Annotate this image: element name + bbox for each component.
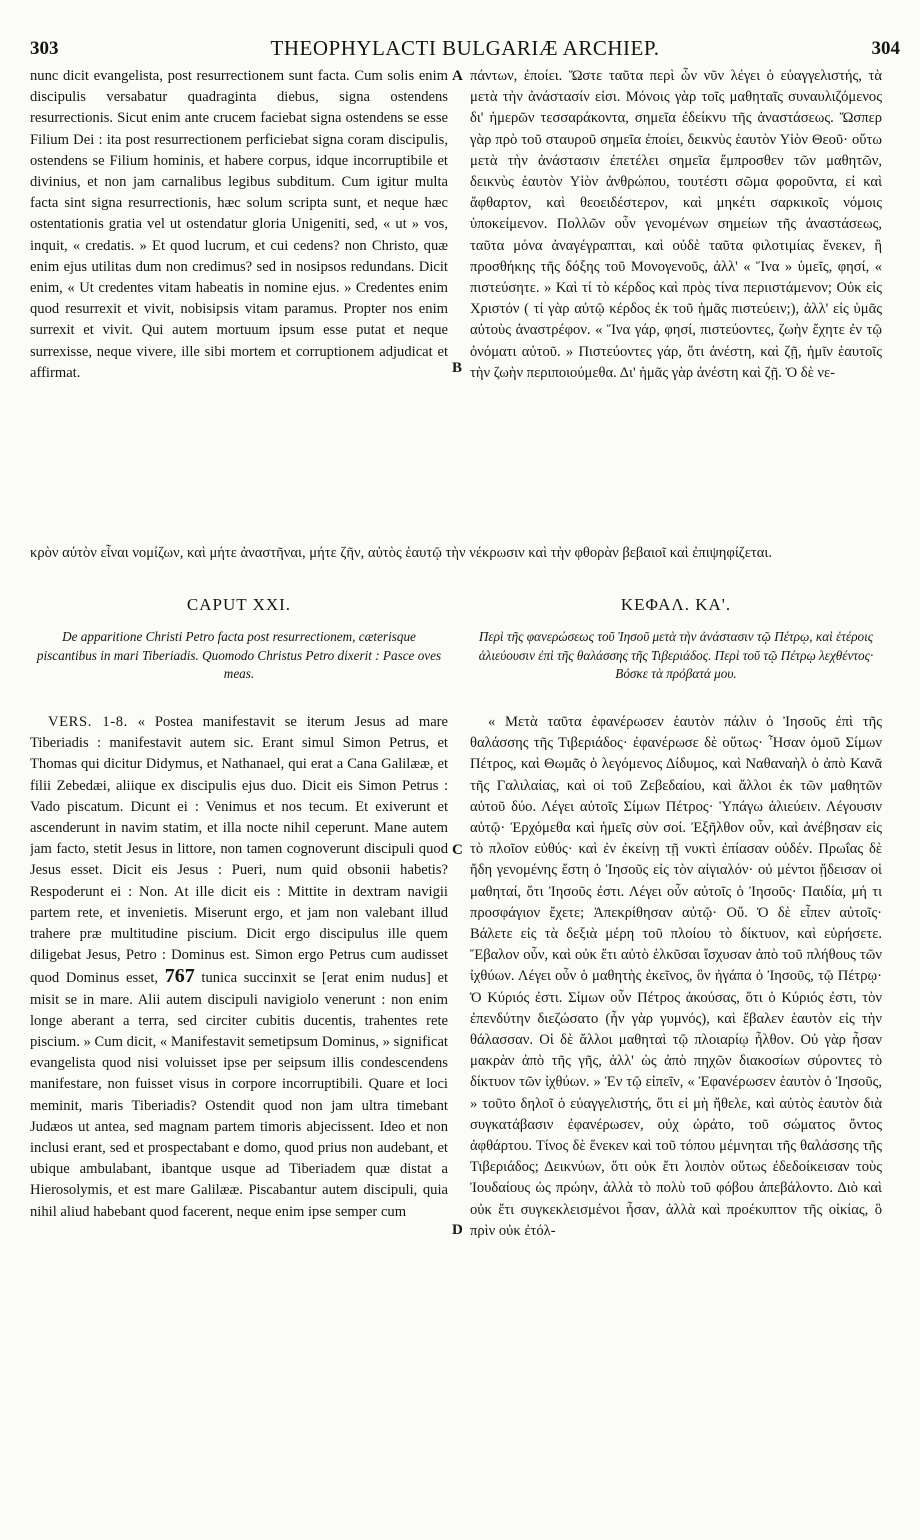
page-number-left: 303 (30, 38, 59, 59)
margin-letter-d: D (452, 1222, 463, 1238)
page-header (30, 32, 900, 60)
latin-top-text (30, 66, 448, 540)
page-number-right: 304 (871, 38, 900, 59)
verse-label: VERS. 1-8. (48, 714, 128, 730)
greek-top-paragraph: πάντων, ἐποίει. Ὥστε ταῦτα περὶ ὧν νῦν λέγει ὁ εὐαγγελιστής, τὰ μετὰ τὴν ἀνάστασίν εἰσι. Μόνοις γὰρ τοῖς μαθηταῖς συναυλιζόμενος δι' ἡμερῶν τεσσαράκοντα, σημεῖα ἐδείκνυ τῆς ἀναστάσεως. Ὥσπερ γὰρ πρὸ τοῦ σταυροῦ σημεῖα ἐποίει, δεικνὺς ἑαυτὸν Υἱὸν Θεοῦ· οὕτω μετὰ τὴν ἀνάστασιν ἐπετέλει σημεῖα ἔμπροσθεν τῶν μαθητῶν, δεικνὺς ἑαυτὸν Υἱὸν ἀνθρώπου, τουτέστι σῶμα φοροῦντα, εἰ καὶ ἄφθαρτον, καὶ θεοειδέστερον, καὶ μηκέτι σαρκικοῖς νόμοις ὑποκείμενον. Πολλῶν οὖν γενομένων σημείων τῆς ἀναστάσεως, ταῦτα μόνα ἀναγέγραπται, καὶ οὐδὲ ταῦτα φιλοτιμίας ἕνεκεν, ἢ προσθήκης τῆς δόξης τοῦ Μονογενοῦς, ἀλλ' « Ἵνα » ὑμεῖς, φησί, « πιστεύσητε. » Καὶ τί τὸ κέρδος καὶ πρὸς τίνα περιιστάμενον; Οὐκ εἰς Χριστόν ( τί γὰρ αὐτῷ κέρδος ἐκ τοῦ ἡμᾶς πιστεύειν;), ἀλλ' εἰς ὑμᾶς αὐτοὺς ἀναστρέφον. « Ἵνα γάρ, φησί, πιστεύοντες, ζωὴν ἔχητε ἐν τῷ ὀνόματι αὐτοῦ. » Πιστεύοντες γάρ, ὅτι ἀνέστη, καὶ ζῇ, ἡμῖν ἑαυτοῖς τὴν ζωὴν περιποιούμεθα. Δι' ἡμᾶς γὰρ ἀνέστη καὶ ζῇ. Ὁ δὲ νε- (470, 68, 882, 381)
column-number: 767 (164, 965, 195, 988)
greek-bridge-text: κρὸν αὐτὸν εἶναι νομίζων, καὶ μήτε ἀναστῆναι, μήτε ζῆν, αὐτὸς ἑαυτῷ τὴν νέκρωσιν καὶ τὴν φθορὰν βεβαιοῖ καὶ ἐπιψηφίζεται. (30, 545, 773, 561)
greek-body-text (470, 712, 882, 1517)
greek-chapter-summary: Περὶ τῆς φανερώσεως τοῦ Ἰησοῦ μετὰ τὴν ἀνάστασιν τῷ Πέτρῳ, καὶ ἑτέροις ἁλιεύουσιν ἐπὶ τῆς θαλάσσης τῆς Τιβεριάδος. Περὶ τοῦ τῷ Πέτρῳ λεχθέντος· Βόσκε τὰ πρόβατά μου. (478, 629, 874, 681)
latin-body-paragraph (30, 712, 448, 1223)
latin-body-after: tunica succinxit se [erat enim nudus] et misit se in mare. Alii autem discipuli navigiolo venerunt : non enim longe aberant a terra, sed circiter cubitis ducentis, trahentes rete piscium. » Cum dicit, « Manifestavit semetipsum Dominus, » significat evangelista quod nisi voluisset ipse per seipsum illis condescendens manifestare, non fuisset visus in corpore incorruptibili. Quare et loci meminit, maris Tiberiadis? Ostendit quod non jam ultra timebant Judæos ut antea, sed magnam partem timoris abjecissent. Ideo et non inclusi erant, sed et prospectabant e domo, quod prius non audebant, et ubique ambulabant, ibantque usque ad Tiberiadem quæ distat a Hierosolymis, et est mare Galilææ. Piscabantur autem discipuli, quia nihil aliud habebant quod facerent, neque enim ipse semper cum (30, 970, 448, 1220)
margin-letter-c: C (452, 842, 463, 858)
latin-body-before: « Postea manifestavit se iterum Jesus ad mare Tiberiadis : manifestavit autem sic. Erant simul Simon Petrus, et Thomas qui dicitur Didymus, et Nathanael, qui erat a Cana Galilææ, et filii Zebedæi, aliique ex discipulis ejus duo. Dicit eis Simon Petrus : Vado piscatum. Dicunt ei : Venimus et nos tecum. Et exiverunt et ascenderunt in navim statim, et illa nocte nihil ceperunt. Mane autem jam facto, stetit Jesus in littore, non tamen cognoverunt discipuli quod Jesus esset. Dicit eis Jesus : Pueri, num quid obsonii habetis? Respoderunt ei : Non. At ille dicit eis : Mittite in dextram navigii partem rete, et invenietis. Miserunt ergo, et jam non valebant illud trahere præ multitudine piscium. Dicit ergo discipulus ille quem diligebat Jesus, Petro : Dominus est. Simon ergo Petrus cum audisset quod Dominus esset, (30, 714, 448, 987)
running-title: THEOPHYLACTI BULGARIÆ ARCHIEP. (270, 36, 660, 60)
margin-letter-b: B (452, 360, 463, 376)
latin-chapter-summary: De apparitione Christi Petro facta post resurrectionem, cæterisque piscantibus in mari Tiberiadis. Quomodo Christus Petro dixerit : Pasce oves meas. (36, 629, 442, 681)
latin-body-text (30, 712, 448, 1517)
greek-chapter-title: ΚΕΦΑΛ. ΚΑ'. (620, 595, 732, 614)
greek-body-paragraph (470, 712, 882, 1242)
margin-letter-a: A (452, 68, 463, 84)
greek-top-text (470, 66, 882, 540)
greek-body: « Μετὰ ταῦτα ἐφανέρωσεν ἑαυτὸν πάλιν ὁ Ἰησοῦς ἐπὶ τῆς θαλάσσης τῆς Τιβεριάδος· ἐφανέρωσε δὲ οὕτως· Ἦσαν ὁμοῦ Σίμων Πέτρος, καὶ Θωμᾶς ὁ λεγόμενος Δίδυμος, καὶ Ναθαναὴλ ὁ ἀπὸ Κανᾶ τῆς Γαλιλαίας, καὶ οἱ τοῦ Ζεβεδαίου, καὶ ἄλλοι ἐκ τῶν μαθητῶν αὐτοῦ δύο. Λέγει αὐτοῖς Σίμων Πέτρος· Ὑπάγω ἁλιεύειν. Λέγουσιν αὐτῷ· Ἐρχόμεθα καὶ ἡμεῖς σὺν σοί. Ἐξῆλθον οὖν, καὶ ἀνέβησαν εἰς τὸ πλοῖον εὐθύς· καὶ ἐν ἐκείνῃ τῇ νυκτὶ ἐπίασαν οὐδέν. Πρωΐας δὲ ἤδη γενομένης ἔστη ὁ Ἰησοῦς εἰς τὸν αἰγιαλόν· οὐ μέντοι ᾔδεισαν οἱ μαθηταί, ὅτι Ἰησοῦς ἐστι. Λέγει οὖν αὐτοῖς ὁ Ἰησοῦς· Παιδία, μή τι προσφάγιον ἔχετε; Ἀπεκρίθησαν αὐτῷ· Οὔ. Ὁ δὲ εἶπεν αὐτοῖς· Βάλετε εἰς τὰ δεξιὰ μέρη τοῦ πλοίου τὸ δίκτυον, καὶ εὑρήσετε. Ἔβαλον οὖν, καὶ οὐκ ἔτι αὐτὸ ἑλκῦσαι ἴσχυσαν ἀπὸ τοῦ πλήθους τῶν ἰχθύων. Λέγει οὖν ὁ μαθητὴς ἐκεῖνος, ὃν ἠγάπα ὁ Ἰησοῦς, τῷ Πέτρῳ· Ὁ Κύριός ἐστι. Σίμων οὖν Πέτρος ἀκούσας, ὅτι ὁ Κύριός ἐστι, τὸν ἐπενδύτην διεζώσατο (ἦν γὰρ γυμνός), καὶ ἔβαλεν ἑαυτὸν εἰς τὴν θάλασσαν. Οἱ δὲ ἄλλοι μαθηταὶ τῷ πλοιαρίῳ ἦλθον. Οὐ γὰρ ἦσαν μακρὰν ἀπὸ τῆς γῆς, ἀλλ' ὡς ἀπὸ πηχῶν διακοσίων σύροντες τὸ δίκτυον τῶν ἰχθύων. » Ἐν τῷ εἰπεῖν, « Ἐφανέρωσεν ἑαυτὸν ὁ Ἰησοῦς, » τοῦτο δηλοῖ ὁ εὐαγγελιστής, ὅτι εἰ μὴ ἤθελε, καὶ αὐτὸς ἑαυτὸν διὰ συγκατάβασιν ἐφανέρωσεν, οὐχ ὠράτο, τοῦ σώματος ὄντος ἀφθάρτου. Τίνος δὲ ἕνεκεν καὶ τοῦ τόπου μέμνηται τῆς θαλάσσης τῆς Τιβεριάδος; Δεικνύων, ὅτι οὐκ ἔτι λοιπὸν οὕτως ἐδεδοίκεισαν τοὺς Ἰουδαίους ὡς πρώην, ἀλλὰ τὸ πολὺ τοῦ φόβου ἀπεβάλοντο. Διὸ καὶ οὐκ ἔτι συγκεκλεισμένοι ἦσαν, ἀλλὰ καὶ προέκυπτον τῆς οἰκίας, ὃ πρὶν οὐκ ἐτόλ- (470, 714, 882, 1239)
latin-chapter-title: CAPUT XXI. (186, 595, 292, 614)
latin-top-paragraph: nunc dicit evangelista, post resurrectionem sunt facta. Cum solis enim discipulis versabatur quadraginta diebus, signa ostendens resurrectionis. Sicut enim ante crucem faciebat signa ostendens se esse Filium Dei : ita post resurrectionem perficiebat signa coram discipulis, ostendens se Filium hominis, et habere corpus, idque incorruptibile et divinius, et non jam carnalibus legibus subditum. Cum igitur multa facta sint signa resurrectionis, hæc solum scripta sunt, et neque hæc ostentationis gratia vel ut ostendatur gloria Unigeniti, sed, « ut » vos, inquit, « credatis. » Et quod lucrum, et cui cedens? non Christo, quæ enim ejus utilitas dum non credimus? sed in nosipsos redundans. Dicit enim, « Ut credentes vitam habeatis in nomine ejus. » Credentes enim quod resurrexit et vivit, nobisipsis vitam paramus. Propter nos enim surrexit et vivit. Qui autem mortuum ipsum esse putat et neque surrexisse, neque vivere, ille sibi mortem et corruptionem adjudicat et affirmat. (30, 68, 448, 381)
